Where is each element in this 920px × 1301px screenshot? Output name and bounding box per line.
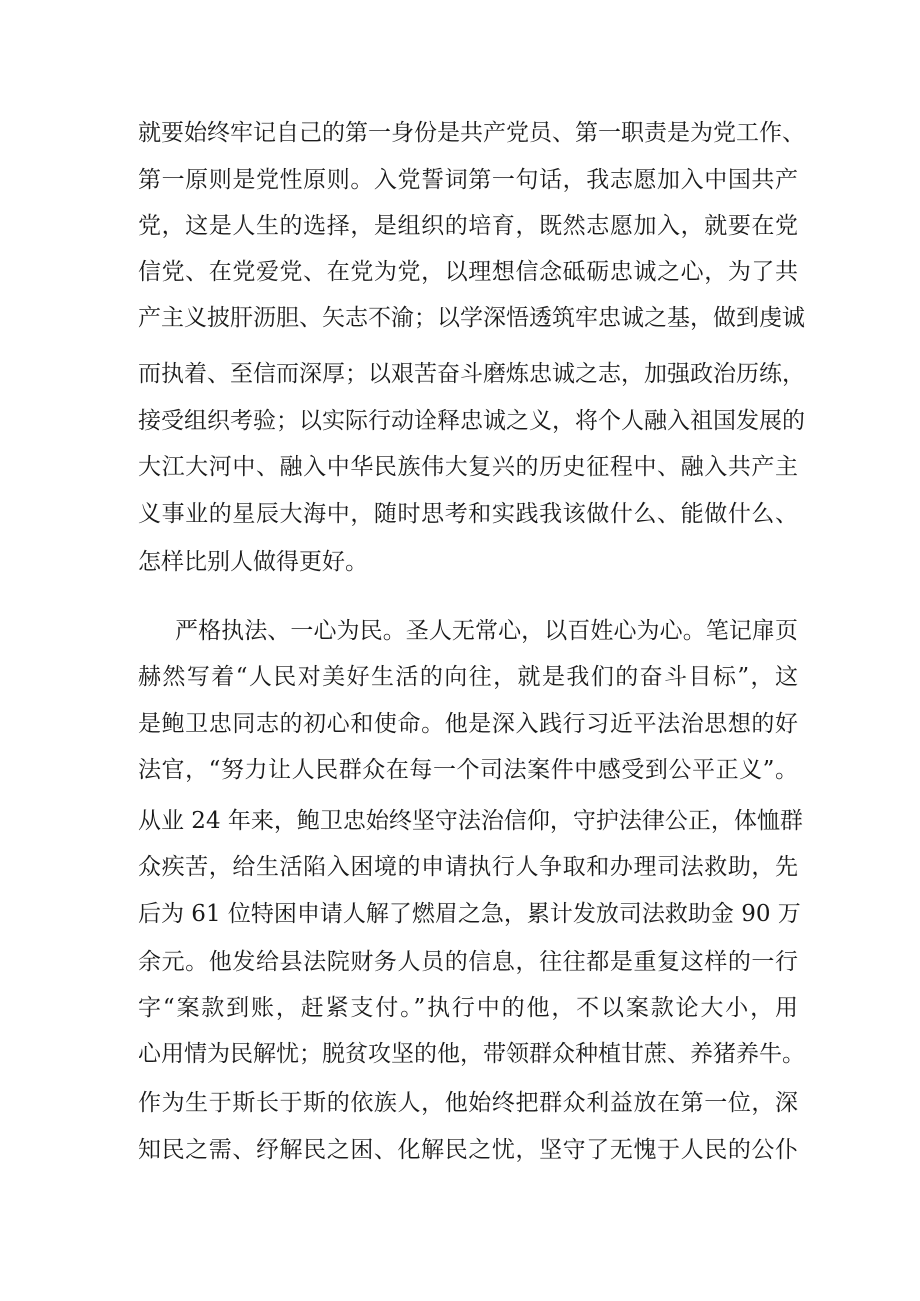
text-line: 义事业的星辰大海中，随时思考和实践我该做什么、能做什么、 <box>138 501 798 527</box>
text-line: 信党、在党爱党、在党为党，以理想信念砥砺忠诚之心，为了共 <box>138 259 798 285</box>
text-line: 产主义披肝沥胆、矢志不渝；以学深悟透筑牢忠诚之基，做到虔诚 <box>138 305 805 331</box>
text-line: 心用情为民解忧；脱贫攻坚的他，带领群众种植甘蔗、养猪养牛。 <box>138 1041 805 1067</box>
text-line: 从业 24 年来，鲍卫忠始终坚守法治信仰，守护法律公正，体恤群 <box>138 808 803 834</box>
text-line: 第一原则是党性原则。入党誓词第一句话，我志愿加入中国共产 <box>138 167 798 193</box>
text-line: 就要始终牢记自己的第一身份是共产党员、第一职责是为党工作、 <box>138 120 805 146</box>
text-line: 党，这是人生的选择，是组织的培育，既然志愿加入，就要在党 <box>138 213 798 239</box>
text-line: 众疾苦，给生活陷入困境的申请执行人争取和办理司法救助，先 <box>138 854 798 880</box>
text-line: 而执着、至信而深厚；以艰苦奋斗磨炼忠诚之志，加强政治历练， <box>138 361 805 387</box>
text-line: 后为 61 位特困申请人解了燃眉之急，累计发放司法救助金 90 万 <box>138 901 801 927</box>
text-line: 是鲍卫忠同志的初心和使命。他是深入践行习近平法治思想的好 <box>138 711 798 737</box>
text-line: 作为生于斯长于斯的依族人，他始终把群众利益放在第一位，深 <box>138 1090 798 1116</box>
text-line: 怎样比别人做得更好。 <box>138 549 368 575</box>
text-line: 字“案款到账，赶紧支付。”执行中的他，不以案款论大小，用 <box>138 995 798 1021</box>
text-line: 赫然写着“人民对美好生活的向往，就是我们的奋斗目标”，这 <box>138 664 798 690</box>
text-line: 严格执法、一心为民。圣人无常心，以百姓心为心。笔记扉页 <box>175 618 798 644</box>
text-line: 知民之需、纾解民之困、化解民之忧，坚守了无愧于人民的公仆 <box>138 1137 798 1163</box>
text-line: 法官，“努力让人民群众在每一个司法案件中感受到公平正义”。 <box>138 757 798 783</box>
text-line: 接受组织考验；以实际行动诠释忠诚之义，将个人融入祖国发展的 <box>138 408 805 434</box>
text-line: 大江大河中、融入中华民族伟大复兴的历史征程中、融入共产主 <box>138 454 798 480</box>
text-line: 余元。他发给县法院财务人员的信息，往往都是重复这样的一行 <box>138 949 798 975</box>
